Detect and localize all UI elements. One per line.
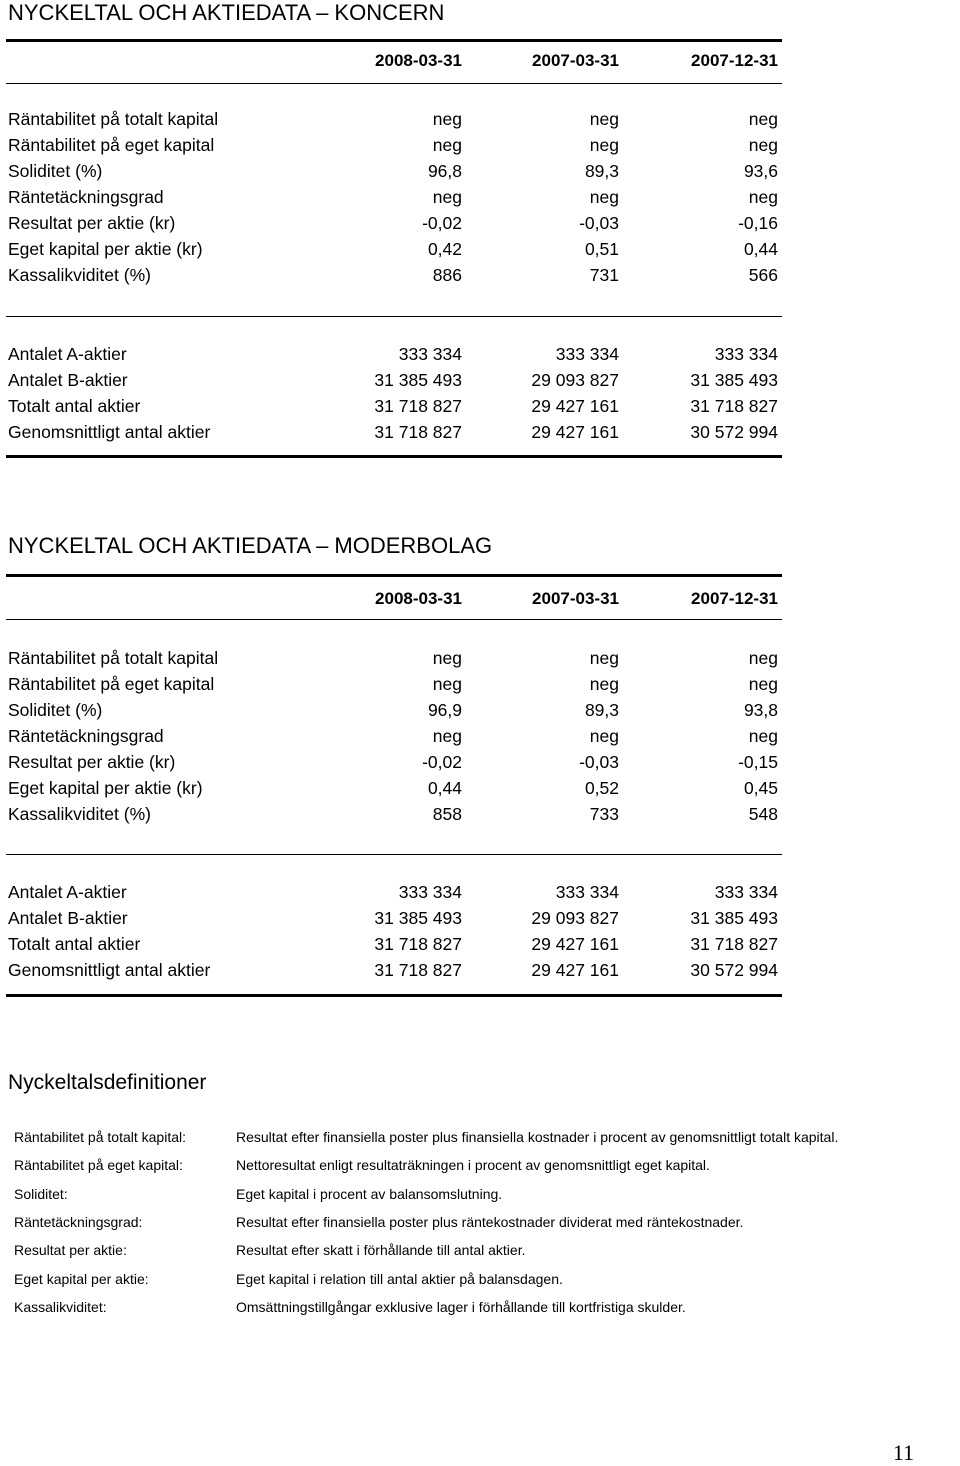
koncern-top-rule xyxy=(6,39,782,42)
cell-value: neg xyxy=(589,109,619,129)
definition-text: Nettoresultat enligt resultaträkningen i procent av genomsnittligt eget kapital. xyxy=(236,1157,710,1174)
cell-value: 548 xyxy=(748,804,778,824)
moderbolag-mid-rule xyxy=(6,854,782,855)
row-label: Soliditet (%) xyxy=(8,161,103,181)
ratio-row xyxy=(6,184,782,210)
definition-text: Resultat efter skatt i förhållande till antal aktier. xyxy=(236,1242,526,1259)
cell-value: neg xyxy=(432,187,462,207)
cell-value: neg xyxy=(432,726,462,746)
row-label: Räntetäckningsgrad xyxy=(8,726,164,746)
cell-value: neg xyxy=(432,135,462,155)
definition-term: Resultat per aktie: xyxy=(14,1242,127,1259)
cell-value: neg xyxy=(432,109,462,129)
definition-text: Eget kapital i procent av balansomslutning. xyxy=(236,1185,503,1202)
row-label: Antalet B-aktier xyxy=(8,908,128,928)
koncern-bottom-rule xyxy=(6,455,782,458)
definition-text: Resultat efter finansiella poster plus finansiella kostnader i procent av genomsnittligt totalt kapital. xyxy=(236,1129,839,1145)
cell-value: 333 334 xyxy=(398,882,462,902)
cell-value: -0,16 xyxy=(738,213,778,233)
definition-row xyxy=(14,1154,960,1182)
ratio-row xyxy=(6,106,782,132)
cell-value: -0,02 xyxy=(422,752,462,772)
cell-value: 0,45 xyxy=(743,778,778,798)
cell-value: 333 334 xyxy=(555,344,619,364)
row-label: Totalt antal aktier xyxy=(8,934,141,954)
cell-value: 93,8 xyxy=(743,700,778,720)
cell-value: 96,9 xyxy=(427,700,462,720)
cell-value: 0,52 xyxy=(584,778,619,798)
row-label: Eget kapital per aktie (kr) xyxy=(8,778,203,798)
ratio-row xyxy=(6,749,782,775)
ratio-row xyxy=(6,801,782,827)
cell-value: 333 334 xyxy=(714,344,778,364)
definitions-title: Nyckeltalsdefinitioner xyxy=(8,1071,207,1094)
definition-term: Räntabilitet på eget kapital: xyxy=(14,1157,183,1174)
moderbolag-header-rule xyxy=(6,619,782,620)
ratio-row xyxy=(6,132,782,158)
cell-value: -0,03 xyxy=(579,752,619,772)
column-header-1: 2008-03-31 xyxy=(375,51,462,70)
ratio-row xyxy=(6,645,782,671)
cell-value: neg xyxy=(589,648,619,668)
cell-value: 333 334 xyxy=(398,344,462,364)
koncern-header-rule xyxy=(6,83,782,84)
definition-text: Eget kapital i relation till antal aktier på balansdagen. xyxy=(236,1270,563,1287)
cell-value: 886 xyxy=(432,265,462,285)
column-header-1: 2008-03-31 xyxy=(375,589,462,608)
column-header-3: 2007-12-31 xyxy=(691,589,778,608)
cell-value: neg xyxy=(748,109,778,129)
cell-value: 29 427 161 xyxy=(531,960,619,980)
moderbolag-title: NYCKELTAL OCH AKTIEDATA – MODERBOLAG xyxy=(8,533,493,558)
definition-text: Omsättningstillgångar exklusive lager i förhållande till kortfristiga skulder. xyxy=(236,1298,686,1315)
definition-row xyxy=(14,1296,960,1324)
ratio-row xyxy=(6,236,782,262)
cell-value: neg xyxy=(748,648,778,668)
share-row xyxy=(6,905,782,931)
moderbolag-column-header-row xyxy=(6,586,782,612)
share-row xyxy=(6,957,782,983)
cell-value: 0,44 xyxy=(743,239,778,259)
cell-value: 29 427 161 xyxy=(531,422,619,442)
ratio-row xyxy=(6,671,782,697)
cell-value: 333 334 xyxy=(714,882,778,902)
cell-value: 0,42 xyxy=(427,239,462,259)
cell-value: 29 427 161 xyxy=(531,396,619,416)
cell-value: neg xyxy=(589,135,619,155)
cell-value: 0,44 xyxy=(427,778,462,798)
cell-value: 31 718 827 xyxy=(374,934,462,954)
row-label: Eget kapital per aktie (kr) xyxy=(8,239,203,259)
definition-row xyxy=(14,1211,960,1239)
cell-value: 31 385 493 xyxy=(374,370,462,390)
share-row xyxy=(6,419,782,445)
row-label: Räntabilitet på eget kapital xyxy=(8,674,215,694)
cell-value: neg xyxy=(748,674,778,694)
cell-value: neg xyxy=(589,187,619,207)
definition-text: Resultat efter finansiella poster plus räntekostnader dividerat med räntekostnader. xyxy=(236,1213,744,1230)
share-row xyxy=(6,879,782,905)
row-label: Antalet B-aktier xyxy=(8,370,128,390)
cell-value: 31 718 827 xyxy=(690,934,778,954)
ratio-row xyxy=(6,158,782,184)
cell-value: 731 xyxy=(589,265,619,285)
cell-value: 31 385 493 xyxy=(690,370,778,390)
cell-value: 566 xyxy=(748,265,778,285)
cell-value: 31 718 827 xyxy=(374,960,462,980)
definition-row xyxy=(14,1268,960,1296)
share-row xyxy=(6,393,782,419)
cell-value: 93,6 xyxy=(743,161,778,181)
share-row xyxy=(6,367,782,393)
cell-value: 333 334 xyxy=(555,882,619,902)
cell-value: 30 572 994 xyxy=(690,960,778,980)
row-label: Räntabilitet på totalt kapital xyxy=(8,648,219,668)
cell-value: 31 385 493 xyxy=(374,908,462,928)
definition-term: Räntabilitet på totalt kapital: xyxy=(14,1129,186,1145)
cell-value: neg xyxy=(748,135,778,155)
ratio-row xyxy=(6,697,782,723)
ratio-row xyxy=(6,723,782,749)
column-header-2: 2007-03-31 xyxy=(532,51,619,70)
share-row xyxy=(6,341,782,367)
cell-value: neg xyxy=(589,674,619,694)
cell-value: neg xyxy=(748,726,778,746)
cell-value: 0,51 xyxy=(584,239,619,259)
ratio-row xyxy=(6,262,782,288)
koncern-column-header-row xyxy=(6,48,782,74)
koncern-mid-rule xyxy=(6,316,782,317)
cell-value: -0,03 xyxy=(579,213,619,233)
row-label: Genomsnittligt antal aktier xyxy=(8,960,211,980)
row-label: Räntabilitet på eget kapital xyxy=(8,135,215,155)
cell-value: neg xyxy=(432,648,462,668)
row-label: Resultat per aktie (kr) xyxy=(8,752,176,772)
definition-term: Soliditet: xyxy=(14,1185,68,1202)
share-row xyxy=(6,931,782,957)
moderbolag-top-rule xyxy=(6,574,782,577)
cell-value: 30 572 994 xyxy=(690,422,778,442)
row-label: Räntetäckningsgrad xyxy=(8,187,164,207)
cell-value: neg xyxy=(432,674,462,694)
cell-value: 31 718 827 xyxy=(374,422,462,442)
definition-row xyxy=(14,1239,960,1267)
row-label: Antalet A-aktier xyxy=(8,344,127,364)
moderbolag-bottom-rule xyxy=(6,994,782,997)
cell-value: 29 427 161 xyxy=(531,934,619,954)
column-header-2: 2007-03-31 xyxy=(532,589,619,608)
koncern-title: NYCKELTAL OCH AKTIEDATA – KONCERN xyxy=(8,0,445,25)
row-label: Genomsnittligt antal aktier xyxy=(8,422,211,442)
row-label: Kassalikviditet (%) xyxy=(8,804,151,824)
cell-value: -0,15 xyxy=(738,752,778,772)
definition-row xyxy=(14,1126,960,1154)
definition-term: Kassalikviditet: xyxy=(14,1298,107,1315)
cell-value: 89,3 xyxy=(584,700,619,720)
cell-value: 29 093 827 xyxy=(531,908,619,928)
definition-term: Eget kapital per aktie: xyxy=(14,1270,149,1287)
row-label: Räntabilitet på totalt kapital xyxy=(8,109,219,129)
definition-row xyxy=(14,1183,960,1211)
cell-value: 96,8 xyxy=(427,161,462,181)
cell-value: 31 718 827 xyxy=(690,396,778,416)
cell-value: 858 xyxy=(432,804,462,824)
cell-value: 31 385 493 xyxy=(690,908,778,928)
column-header-3: 2007-12-31 xyxy=(691,51,778,70)
row-label: Resultat per aktie (kr) xyxy=(8,213,176,233)
page-number: 11 xyxy=(892,1440,914,1465)
cell-value: neg xyxy=(589,726,619,746)
cell-value: 733 xyxy=(589,804,619,824)
cell-value: 29 093 827 xyxy=(531,370,619,390)
cell-value: neg xyxy=(748,187,778,207)
cell-value: -0,02 xyxy=(422,213,462,233)
row-label: Totalt antal aktier xyxy=(8,396,141,416)
ratio-row xyxy=(6,775,782,801)
row-label: Kassalikviditet (%) xyxy=(8,265,151,285)
ratio-row xyxy=(6,210,782,236)
cell-value: 89,3 xyxy=(584,161,619,181)
cell-value: 31 718 827 xyxy=(374,396,462,416)
definition-term: Räntetäckningsgrad: xyxy=(14,1213,143,1230)
row-label: Soliditet (%) xyxy=(8,700,103,720)
row-label: Antalet A-aktier xyxy=(8,882,127,902)
